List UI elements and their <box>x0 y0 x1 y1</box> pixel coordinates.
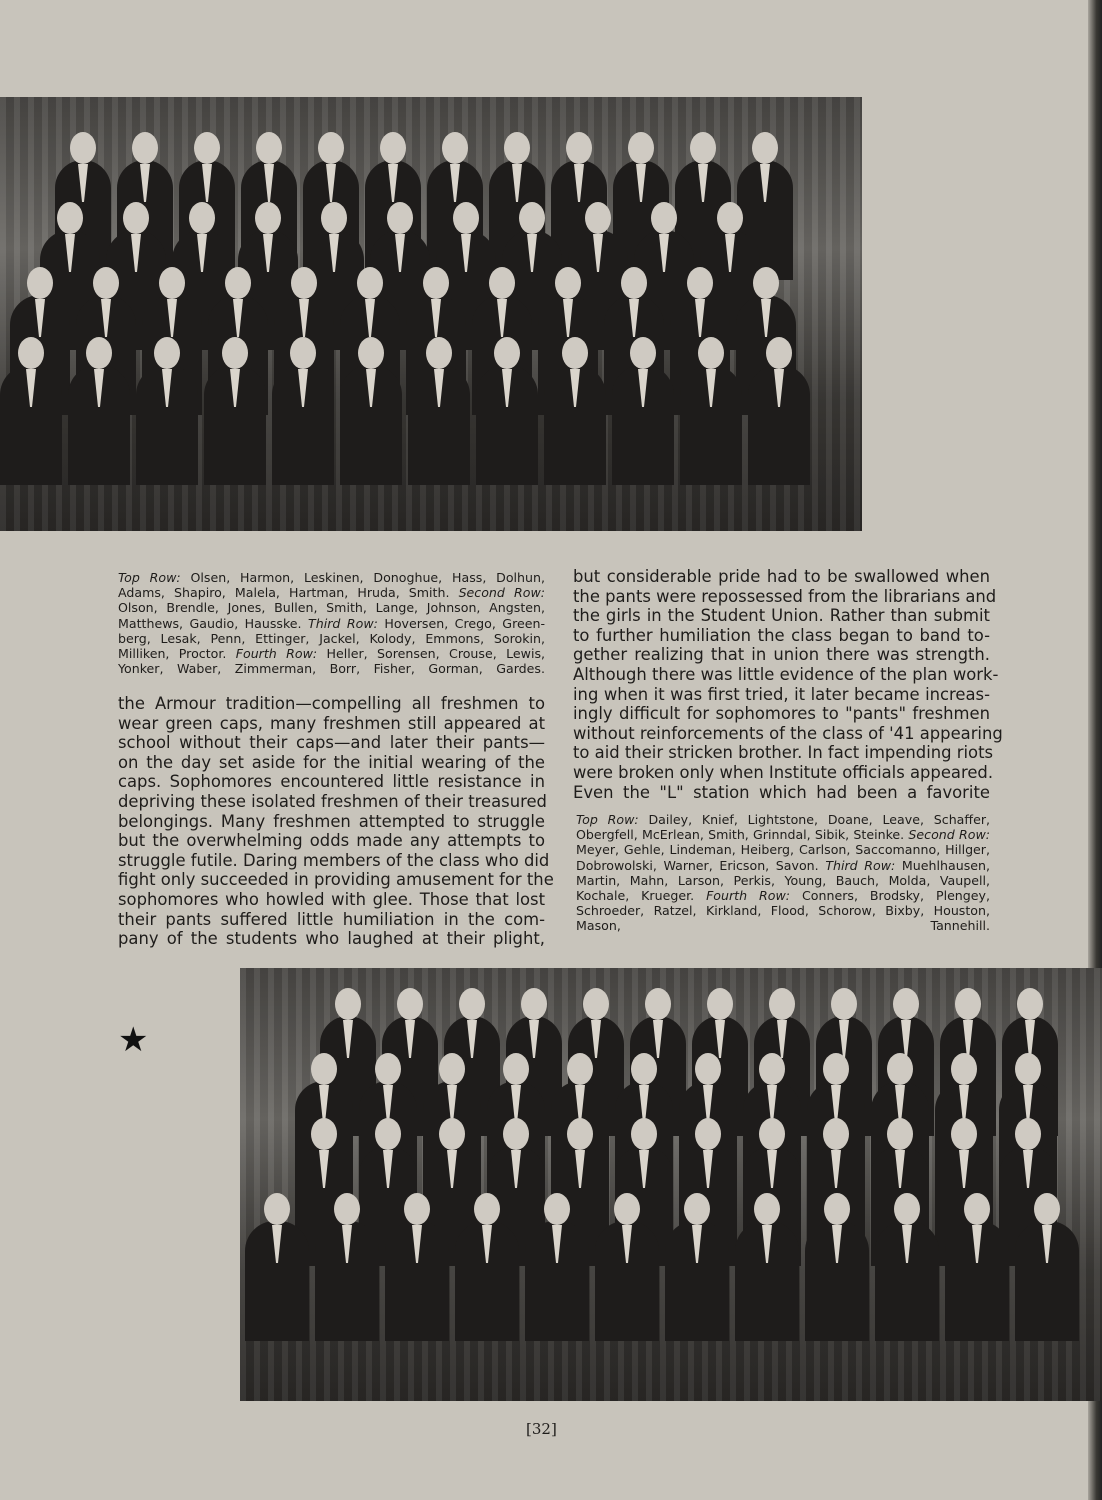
row-label: Second Row: <box>908 827 990 843</box>
text-line: to aid their stricken brother. In fact impending riots <box>573 743 994 763</box>
text-line: ing when it was first tried, it later became increas- <box>573 684 990 704</box>
name-list: Milliken, Proctor. <box>118 646 236 662</box>
row-label: Top Row: <box>576 812 639 827</box>
star-icon: ★ <box>118 1020 149 1060</box>
text-line: caps. Sophomores encountered little resistance in <box>118 772 545 792</box>
caption-line <box>118 585 545 600</box>
text-line: on the day set aside for the initial wearing of the <box>118 752 545 772</box>
name-list: Obergfell, McErlean, Smith, Grinndal, Sibik, Steinke. <box>576 827 909 843</box>
name-list: Adams, Shapiro, Malela, Hartman, Hruda, Smith. <box>118 585 459 601</box>
name-list: Hoversen, Crego, Green- <box>377 615 545 631</box>
page-number: [32] <box>526 1420 557 1438</box>
name-list: Yonker, Waber, Zimmerman, Borr, Fisher, Gorman, Gardes. <box>118 661 545 677</box>
group-photo-top <box>0 97 862 531</box>
caption-line <box>576 903 990 918</box>
text-line: their pants suffered little humiliation in the com- <box>118 909 545 929</box>
text-line: belongings. Many freshmen attempted to struggle <box>118 811 545 831</box>
name-list: Dailey, Knief, Lightstone, Doane, Leave, Schaffer, <box>638 812 990 827</box>
caption-line <box>576 888 990 903</box>
name-list: Olson, Brendle, Jones, Bullen, Smith, Lange, Johnson, Angsten, <box>118 600 545 616</box>
text-line: sophomores who howled with glee. Those that lost <box>118 889 545 909</box>
text-line: Although there was little evidence of the plan work- <box>573 664 999 684</box>
caption-line <box>118 616 545 631</box>
caption-line <box>576 918 990 933</box>
caption-line <box>118 661 545 676</box>
group-photo-bottom <box>240 968 1102 1401</box>
text-line: but considerable pride had to be swallowed when <box>573 567 990 586</box>
text-line: school without their caps—and later their pants— <box>118 733 545 753</box>
caption-line <box>576 842 990 857</box>
caption-line <box>576 827 990 842</box>
name-list: Mason, Tannehill. <box>576 918 990 934</box>
name-list: Heller, Sorensen, Crouse, Lewis, <box>317 646 546 662</box>
body-text-left-column <box>118 694 554 949</box>
body-text-right-column <box>573 567 1003 802</box>
name-list: Olsen, Harmon, Leskinen, Donoghue, Hass, Dolhun, <box>180 570 545 585</box>
name-list: Meyer, Gehle, Lindeman, Heiberg, Carlson, Saccomanno, Hillger, <box>576 842 990 858</box>
text-line: ingly difficult for sophomores to "pants" freshmen <box>573 704 990 724</box>
name-list: Muehlhausen, <box>895 857 990 873</box>
row-label: Fourth Row: <box>235 646 318 662</box>
photo-caption-top <box>118 570 545 676</box>
name-list: Martin, Mahn, Larson, Perkis, Young, Bauch, Molda, Vaupell, <box>576 872 990 888</box>
text-line: to further humiliation the class began to band to- <box>573 625 990 645</box>
text-line: Even the "L" station which had been a favorite <box>573 782 990 802</box>
text-line: were broken only when Institute officials appeared. <box>573 762 994 782</box>
name-list: berg, Lesak, Penn, Ettinger, Jackel, Kolody, Emmons, Sorokin, <box>118 630 545 646</box>
caption-line <box>118 631 545 646</box>
row-label: Third Row: <box>308 615 378 631</box>
text-line: without reinforcements of the class of '41 appearing <box>573 723 1003 743</box>
text-line: depriving these isolated freshmen of their treasured <box>118 791 547 811</box>
text-line: but the overwhelming odds made any attempts to <box>118 831 545 851</box>
name-list: Conners, Brodsky, Plengey, <box>790 888 990 904</box>
photo-caption-bottom <box>576 812 990 934</box>
name-list: Schroeder, Ratzel, Kirkland, Flood, Schorow, Bixby, Houston, <box>576 903 990 919</box>
row-label: Top Row: <box>118 570 181 585</box>
row-label: Third Row: <box>825 857 896 873</box>
text-line: the pants were repossessed from the librarians and <box>573 586 997 606</box>
caption-line <box>576 812 990 827</box>
name-list: Kochale, Krueger. <box>576 888 707 904</box>
caption-line <box>118 570 545 585</box>
caption-line <box>118 646 545 661</box>
caption-line <box>576 858 990 873</box>
text-line: fight only succeeded in providing amusement for the <box>118 870 554 890</box>
text-line: gether realizing that in union there was strength. <box>573 645 990 665</box>
text-line: pany of the students who laughed at their plight, <box>118 929 545 949</box>
row-label: Second Row: <box>458 585 545 601</box>
text-line: the Armour tradition—compelling all freshmen to <box>118 694 545 713</box>
caption-line <box>118 600 545 615</box>
row-label: Fourth Row: <box>706 888 791 904</box>
caption-line <box>576 873 990 888</box>
text-line: the girls in the Student Union. Rather than submit <box>573 606 990 626</box>
name-list: Matthews, Gaudio, Hausske. <box>118 615 309 631</box>
name-list: Dobrowolski, Warner, Ericson, Savon. <box>576 857 826 873</box>
text-line: struggle futile. Daring members of the class who did <box>118 850 550 870</box>
text-line: wear green caps, many freshmen still appeared at <box>118 713 545 733</box>
